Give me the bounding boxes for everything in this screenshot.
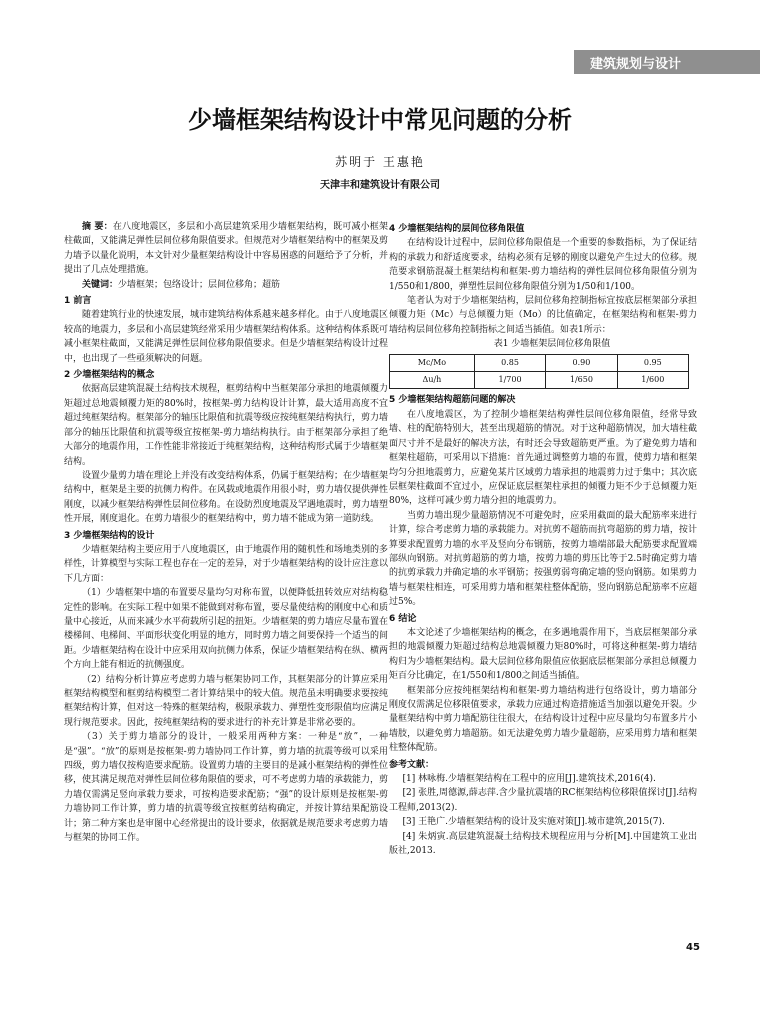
paragraph: （2）结构分析计算应考虑剪力墙与框架协同工作，其框架部分的计算应采用框架结构模型和框剪结构模型二者计算结果中的较大值。规范虽未明确要求要按纯框架结构计算，但对这一特殊的框架结构，极限承载力、弹塑性变形限值均应满足现行规范要求。因此，按纯框架结构的要求进行的补充计算是非常必要的。 xyxy=(64,674,389,728)
paragraph: 本文论述了少墙框架结构的概念，在多遇地震作用下，当底层框架部分承担的地震倾覆力矩超过结构总地震倾覆力矩80%时，可将这种框架-剪力墙结构归为少墙框架结构。最大层间位移角限值应依据底层框架部分承担总倾覆力矩百分比确定，在1/550和1/800之间适当插值。 xyxy=(389,627,697,682)
section-tag xyxy=(574,50,760,74)
abstract-text: 在八度地震区，多层和小高层建筑采用少墙框架结构，既可减小框架柱截面，又能满足弹性层间位移角限值要求。但规范对少墙框架结构中的框架及剪力墙予以量化说明，本文针对少量框架结构设计中容易困惑的问题给予了分析，并提出了几点处理措施。 xyxy=(64,222,389,276)
abstract xyxy=(64,220,388,278)
reference-item: [3] 王艳广.少墙框架结构的设计及实施对策[J].城市建筑,2015(7). xyxy=(402,817,665,828)
reference-item: [2] 张胜,周德源,薛志萍.含少量抗震墙的RC框架结构位移限值探讨[J].结构工程师,2013(2). xyxy=(389,788,697,813)
paragraph: 框架部分应按纯框架结构和框架-剪力墙结构进行包络设计，剪力墙部分刚度仅需满足位移限值要求，承载力应通过构造措施适当加强以避免开裂。少量框架结构中剪力墙配筋往往很大，在结构设计过程中应尽量均匀布置多片小墙肢，以避免剪力墙超筋。如无法避免剪力墙少量超筋，应采用剪力墙和框架柱整体配筋。 xyxy=(389,685,697,754)
section-heading: 4 少墙框架结构的层间位移角限值 xyxy=(389,224,525,234)
paragraph: （1）少墙框架中墙的布置要尽量均匀对称布置，以便降低扭转效应对结构稳定性的影响。在实际工程中如果不能做到对称布置，要尽量使结构的刚度中心和质量中心接近，从而来减少水平荷载所引起的扭矩。少墙框架的剪力墙应尽量布置在楼梯间、电梯间、平面形状变化明显的地方，同时剪力墙之间要保持一个适当的间距。少墙框架结构在设计中应采用双向抗侧力体系，保证少墙框架结构在纵、横两个方向上能有相近的抗侧强度。 xyxy=(64,588,389,671)
paragraph: 笔者认为对于少墙框架结构，层间位移角控制指标宜按底层框架部分承担倾覆力矩（Mc）与总倾覆力矩（Mo）的比值确定，在框架结构和框架-剪力墙结构层间位移角控制指标之间适当插值。如表1所示： xyxy=(389,296,697,335)
abstract-label: 摘 要： xyxy=(82,222,113,232)
references-heading: 参考文献： xyxy=(389,759,435,770)
table-cell: 0.95 xyxy=(617,354,688,371)
table-cell: Mc/Mo xyxy=(390,354,475,371)
right-body-bottom xyxy=(389,393,697,755)
table-cell: 1/700 xyxy=(474,372,545,389)
section-heading: 2 少墙框架结构的概念 xyxy=(64,370,155,381)
paragraph: 依据高层建筑混凝土结构技术规程，框剪结构中当框架部分承担的地震倾覆力矩超过总地震倾覆力矩的80%时，按框架-剪力结构设计计算，最大适用高度不宜超过纯框架结构。框架部分的轴压比限值和抗震等级应按纯框架结构执行，剪力墙部分的轴压比限值和抗震等级宜按框架-剪力墙结构执行。由于框架部分承担了绝大部分的地震作用，工作性能非常接近于纯框架结构，这种结构形式属于少墙框架结构。 xyxy=(64,384,389,467)
paragraph: 设置少量剪力墙在理论上并没有改变结构体系，仍属于框架结构；在少墙框架结构中，框架是主要的抗侧力构件。在风载或地震作用很小时，剪力墙仅提供弹性刚度，以减少框架结构弹性层间位移角。在设防烈度地震及罕遇地震时，剪力墙塑性开展，刚度退化。在剪力墙很少的框架结构中，剪力墙不能成为第一道防线。 xyxy=(64,470,389,525)
section-heading: 3 少墙框架结构的设计 xyxy=(64,530,155,541)
section-heading: 6 结论 xyxy=(389,613,417,624)
authors: 苏明于 王惠艳 xyxy=(335,155,425,169)
reference-item: [1] 林咏梅.少墙框架结构在工程中的应用[J].建筑技术,2016(4). xyxy=(402,774,656,785)
section-heading: 1 前言 xyxy=(64,296,92,307)
paragraph: 在结构设计过程中，层间位移角限值是一个重要的参数指标，为了保证结构的承载力和舒适度要求，结构必须有足够的刚度以避免产生过大的位移。规范要求钢筋混凝土框架结构和框架-剪力墙结构的弹性层间位移角限值分别为1/550和1/800，弹塑性层间位移角限值分别为1/50和1/100。 xyxy=(389,238,697,292)
keywords-text: 少墙框架；包络设计；层间位移角；超筋 xyxy=(118,279,281,290)
left-body xyxy=(64,294,388,845)
section-heading: 5 少墙框架结构超筋问题的解决 xyxy=(389,395,516,406)
right-column xyxy=(389,220,697,858)
table-cell: Δu/h xyxy=(390,372,475,389)
section-tag-text: 建筑规划与设计 xyxy=(590,57,682,72)
page-number: 45 xyxy=(686,942,700,953)
table-row xyxy=(390,354,689,371)
keywords-label: 关键词： xyxy=(82,279,119,290)
affiliation: 天津丰和建筑设计有限公司 xyxy=(320,180,440,191)
table-cell: 1/650 xyxy=(546,372,617,389)
right-body-top xyxy=(389,222,697,337)
table-caption: 表1 少墙框架层间位移角限值 xyxy=(493,339,611,350)
table-cell: 0.85 xyxy=(474,354,545,371)
table-cell: 1/600 xyxy=(617,372,688,389)
left-column xyxy=(64,220,388,845)
drift-limit-table xyxy=(389,354,689,390)
references-list xyxy=(389,772,697,858)
paragraph: 少墙框架结构主要应用于八度地震区，由于地震作用的随机性和场地类别的多样性，计算模型与实际工程也存在一定的差异，对于少墙框架结构的设计应注意以下几方面： xyxy=(64,544,389,584)
paragraph: 当剪力墙出现少量超筋情况不可避免时，应采用截面的最大配筋率来进行计算，综合考虑剪力墙的承载能力。对抗剪不超筋而抗弯超筋的剪力墙，按计算要求配置剪力墙的水平及竖向分布钢筋，按剪力墙端部最大配筋要求配置端部纵向钢筋。对抗剪超筋的剪力墙，按剪力墙的剪压比等于2.5时确定剪力墙的抗剪承载力并确定墙的水平钢筋；按强剪弱弯确定墙的竖向钢筋。如果剪力墙与框架柱相连，可采用剪力墙和框架柱整体配筋，竖向钢筋总配筋率不应超过5%。 xyxy=(389,510,697,608)
table-row xyxy=(390,372,689,389)
reference-item: [4] 朱炳寅.高层建筑混凝土结构技术规程应用与分析[M].中国建筑工业出版社,2013. xyxy=(389,831,697,857)
paragraph: 在八度地震区，为了控制少墙框架结构弹性层间位移角限值，经常导致墙、柱的配筋特别大，甚至出现超筋的情况。对于这种超筋情况，加大墙柱截面尺寸并不是最好的解决方法，有时还会导致超筋更严重。为了避免剪力墙和框架柱超筋，可采用以下措施：首先通过调整剪力墙的布置，使剪力墙和框架均匀分担地震剪力，应避免某片区域剪力墙承担的地震剪力过于集中；其次底层框架柱截面不宜过小，应保证底层框架柱承担的倾覆力矩不少于总倾覆力矩80%，这样可减少剪力墙分担的地震剪力。 xyxy=(389,409,697,507)
article-title: 少墙框架结构设计中常见问题的分析 xyxy=(188,106,572,134)
paragraph: （3）关于剪力墙部分的设计，一般采用两种方案：一种是“放”，一种是“强”。“放”的原则是按框架-剪力墙协同工作计算，剪力墙的抗震等级可以采用四级，剪力墙仅按构造要求配筋。设置剪力墙的主要目的是减小框架结构的弹性位移，使其满足规范对弹性层间位移角限值的要求，可不考虑剪力墙的承载能力，剪力墙仅需满足竖向承载力要求，可按构造要求配筋；“强”的设计原则是按框架-剪力墙协同工作计算，剪力墙的抗震等级宜按框剪结构确定，并按计算结果配筋设计；第二种方案也是审图中心经常提出的设计要求，依据就是规范要求考虑剪力墙与框架的协同工作。 xyxy=(64,732,389,844)
keywords xyxy=(64,278,388,292)
table-cell: 0.90 xyxy=(546,354,617,371)
paragraph: 随着建筑行业的快速发展，城市建筑结构体系越来越多样化。由于八度地震区较高的地震力，多层和小高层建筑经常采用少墙框架结构体系。这种结构体系既可减小框架柱截面，又能满足弹性层间位移角限值要求。但是少墙框架结构设计过程中，也出现了一些亟须解决的问题。 xyxy=(64,310,389,364)
